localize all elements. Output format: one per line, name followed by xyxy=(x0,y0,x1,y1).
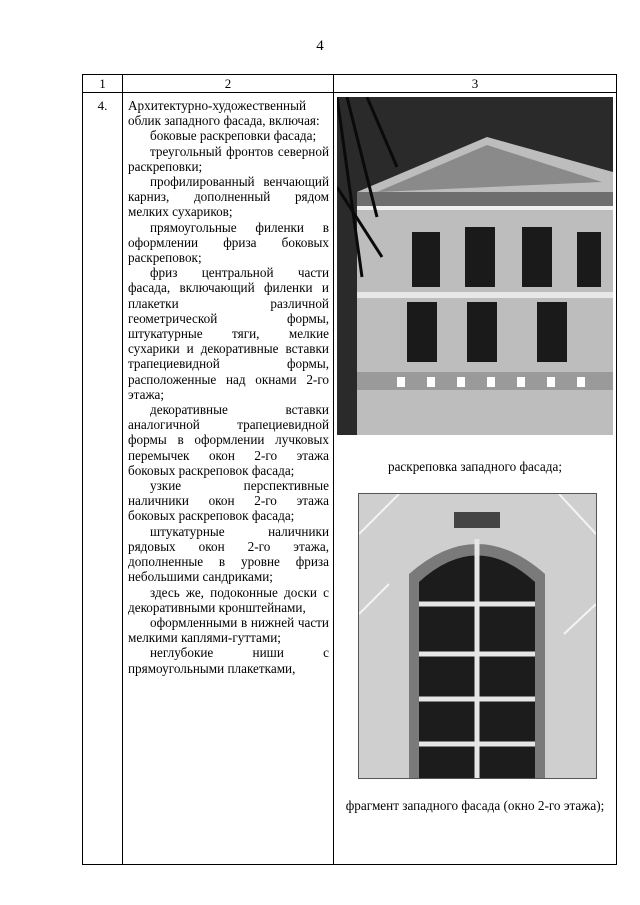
list-item: боковые раскреповки фасада; xyxy=(150,128,317,144)
header-col-2: 2 xyxy=(123,75,334,93)
list-item: фриз центральной части фасада, включающий филенки и плакетки различной геометрической формы, штукатурные тяги, мелкие сухарики и декоративные вставки трапециевидной формы, расположенные над окнами 2-го этажа; xyxy=(128,265,329,402)
caption-facade: раскреповка западного фасада; xyxy=(387,459,562,474)
list-item: неглубокие ниши с прямоугольными плакетками, xyxy=(128,645,329,676)
list-item: оформленными в нижней части мелкими каплями-гуттами; xyxy=(128,614,329,646)
row-number: 4. xyxy=(83,93,123,865)
list-item: декоративные вставки аналогичной трапециевидной формы в оформлении лучковых перемычек окон 2-го этажа боковых раскреповок фасада; xyxy=(128,402,329,478)
page-number: 4 xyxy=(316,38,324,54)
list-item: прямоугольные филенки в оформлении фриза боковых раскреповок; xyxy=(128,219,329,266)
list-item: треугольный фронтов северной раскреповки; xyxy=(128,143,329,174)
list-item: штукатурные наличники рядовых окон 2-го этажа, дополненные в уровне фриза небольшими сандриками; xyxy=(128,523,329,585)
caption-window: фрагмент западного фасада (окно 2-го этажа); xyxy=(345,798,605,813)
list-item: узкие перспективные наличники окон 2-го этажа боковых раскреповок фасада; xyxy=(128,478,329,524)
header-col-1: 1 xyxy=(83,75,123,93)
photos-cell xyxy=(334,93,617,865)
window-photo xyxy=(358,493,597,779)
facade-photo xyxy=(337,97,613,435)
monument-table xyxy=(82,74,617,865)
list-item: здесь же, подоконные доски с декоративными кронштейнами, xyxy=(128,584,329,615)
description-cell xyxy=(123,93,334,865)
table-row xyxy=(83,93,617,865)
list-item: профилированный венчающий карниз, дополненный рядом мелких сухариков; xyxy=(128,174,329,220)
table-header-row xyxy=(83,75,617,93)
header-col-3: 3 xyxy=(334,75,617,93)
item-intro: Архитектурно-художественный облик западного фасада, включая: xyxy=(128,98,320,129)
